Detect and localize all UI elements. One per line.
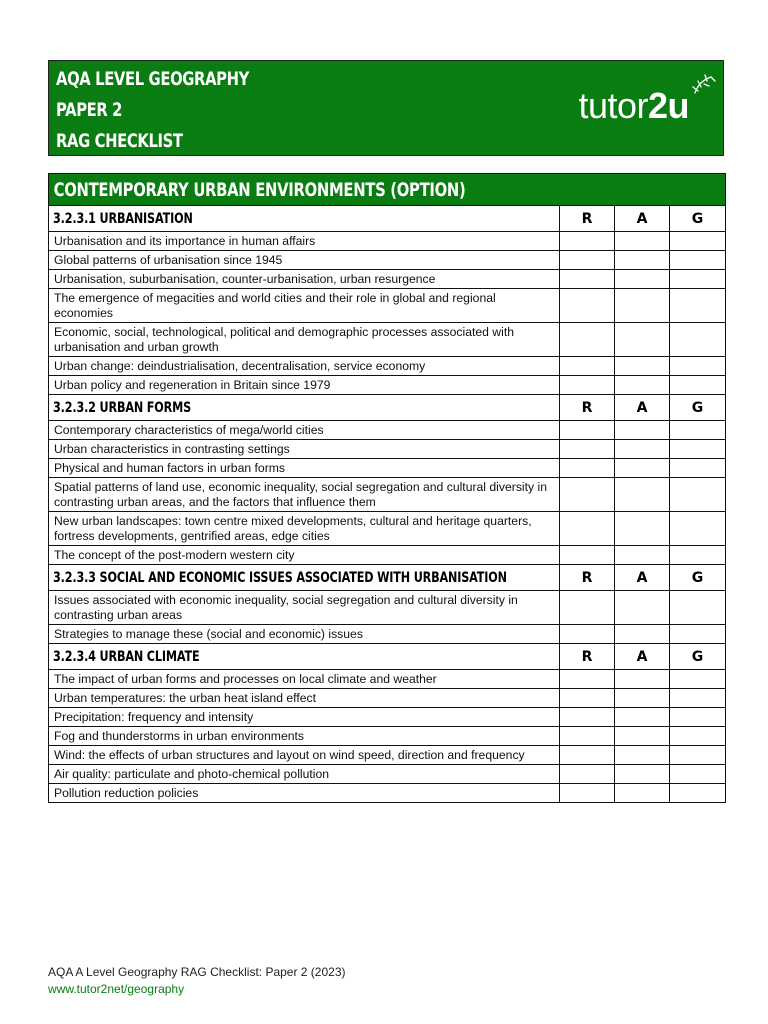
rag-cell-green[interactable] <box>670 251 726 270</box>
section-header-row <box>49 565 726 591</box>
topic-item: Fog and thunderstorms in urban environments <box>49 727 560 746</box>
topic-item: The impact of urban forms and processes on local climate and weather <box>49 670 560 689</box>
topic-item: Air quality: particulate and photo-chemical pollution <box>49 765 560 784</box>
rag-cell-green[interactable] <box>670 376 726 395</box>
rag-cell-amber[interactable] <box>615 512 670 546</box>
rag-cell-amber[interactable] <box>615 746 670 765</box>
logo-text-prefix: tutor <box>578 85 648 126</box>
footer-caption: AQA A Level Geography RAG Checklist: Paper 2 (2023) <box>48 965 346 979</box>
rag-cell-amber[interactable] <box>615 727 670 746</box>
rag-cell-amber[interactable] <box>615 323 670 357</box>
tutor2u-logo <box>578 85 689 127</box>
table-row <box>49 478 726 512</box>
topic-item: Urban characteristics in contrasting settings <box>49 440 560 459</box>
rag-cell-green[interactable] <box>670 591 726 625</box>
section-title-text: 3.2.3.1 URBANISATION <box>53 210 193 227</box>
topic-item: Economic, social, technological, political and demographic processes associated with urbanisation and urban growth <box>49 323 560 357</box>
rag-cell-red[interactable] <box>560 440 615 459</box>
rag-cell-green[interactable] <box>670 232 726 251</box>
section-header-row <box>49 644 726 670</box>
footer-link[interactable]: www.tutor2net/geography <box>48 982 185 996</box>
topic-item: Physical and human factors in urban forms <box>49 459 560 478</box>
rag-cell-green[interactable] <box>670 546 726 565</box>
table-row <box>49 689 726 708</box>
rag-cell-amber[interactable] <box>615 289 670 323</box>
document-header <box>48 60 724 156</box>
rag-cell-red[interactable] <box>560 546 615 565</box>
rag-cell-green[interactable] <box>670 440 726 459</box>
table-row <box>49 376 726 395</box>
table-title <box>49 174 726 206</box>
header-title-block <box>56 64 303 157</box>
rag-cell-red[interactable] <box>560 689 615 708</box>
table-row <box>49 440 726 459</box>
table-row <box>49 746 726 765</box>
topic-item: Urban policy and regeneration in Britain since 1979 <box>49 376 560 395</box>
topic-item: Precipitation: frequency and intensity <box>49 708 560 727</box>
section-title <box>49 395 560 421</box>
table-row <box>49 512 726 546</box>
rag-cell-red[interactable] <box>560 670 615 689</box>
table-title-text: CONTEMPORARY URBAN ENVIRONMENTS (OPTION) <box>53 178 466 201</box>
rag-cell-green[interactable] <box>670 478 726 512</box>
section-title-text: 3.2.3.3 SOCIAL AND ECONOMIC ISSUES ASSOCIATED WITH URBANISATION <box>53 569 507 586</box>
table-title-row <box>49 174 726 206</box>
rag-cell-green[interactable] <box>670 512 726 546</box>
rag-cell-green[interactable] <box>670 765 726 784</box>
rag-cell-red[interactable] <box>560 512 615 546</box>
rag-cell-red[interactable] <box>560 376 615 395</box>
rag-cell-red[interactable] <box>560 357 615 376</box>
rag-header-green: G <box>670 565 726 591</box>
table-row <box>49 625 726 644</box>
rag-header-green: G <box>670 644 726 670</box>
logo-text-bold: 2u <box>647 85 689 126</box>
rag-cell-amber[interactable] <box>615 765 670 784</box>
table-row <box>49 670 726 689</box>
header-title-line-3: RAG CHECKLIST <box>56 130 183 152</box>
table-row <box>49 232 726 251</box>
rag-cell-green[interactable] <box>670 689 726 708</box>
rag-cell-red[interactable] <box>560 746 615 765</box>
section-title-text: 3.2.3.2 URBAN FORMS <box>53 399 191 416</box>
rag-header-red: R <box>560 395 615 421</box>
rag-cell-amber[interactable] <box>615 251 670 270</box>
rag-header-amber: A <box>615 395 670 421</box>
rag-header-green: G <box>670 206 726 232</box>
rag-cell-red[interactable] <box>560 323 615 357</box>
rag-cell-green[interactable] <box>670 357 726 376</box>
topic-item: Spatial patterns of land use, economic inequality, social segregation and cultural diversity in contrasting urban areas, and the factors that influence them <box>49 478 560 512</box>
rag-cell-red[interactable] <box>560 421 615 440</box>
table-row <box>49 591 726 625</box>
rag-cell-red[interactable] <box>560 270 615 289</box>
rag-cell-red[interactable] <box>560 765 615 784</box>
rag-cell-amber[interactable] <box>615 459 670 478</box>
rag-header-green: G <box>670 395 726 421</box>
topic-item: Global patterns of urbanisation since 1945 <box>49 251 560 270</box>
section-header-row <box>49 206 726 232</box>
topic-item: Urban change: deindustrialisation, decentralisation, service economy <box>49 357 560 376</box>
table-row <box>49 323 726 357</box>
rag-cell-green[interactable] <box>670 727 726 746</box>
rag-cell-green[interactable] <box>670 746 726 765</box>
rag-cell-green[interactable] <box>670 421 726 440</box>
rag-cell-red[interactable] <box>560 289 615 323</box>
topic-item: Urbanisation and its importance in human affairs <box>49 232 560 251</box>
table-row <box>49 784 726 803</box>
rag-cell-green[interactable] <box>670 784 726 803</box>
rag-cell-green[interactable] <box>670 670 726 689</box>
topic-item: Issues associated with economic inequality, social segregation and cultural diversity in contrasting urban areas <box>49 591 560 625</box>
rag-header-red: R <box>560 206 615 232</box>
rag-cell-amber[interactable] <box>615 376 670 395</box>
section-title <box>49 644 560 670</box>
rag-cell-amber[interactable] <box>615 546 670 565</box>
rag-cell-amber[interactable] <box>615 478 670 512</box>
rag-cell-green[interactable] <box>670 459 726 478</box>
rag-cell-red[interactable] <box>560 591 615 625</box>
topic-item: Contemporary characteristics of mega/world cities <box>49 421 560 440</box>
rag-cell-green[interactable] <box>670 323 726 357</box>
rag-cell-amber[interactable] <box>615 670 670 689</box>
section-title-text: 3.2.3.4 URBAN CLIMATE <box>53 648 200 665</box>
rag-checklist-table <box>48 173 726 803</box>
topic-item: Strategies to manage these (social and economic) issues <box>49 625 560 644</box>
rag-cell-amber[interactable] <box>615 625 670 644</box>
table-row <box>49 459 726 478</box>
rag-cell-amber[interactable] <box>615 689 670 708</box>
topic-item: Pollution reduction policies <box>49 784 560 803</box>
rag-cell-green[interactable] <box>670 270 726 289</box>
topic-item: Wind: the effects of urban structures and layout on wind speed, direction and frequency <box>49 746 560 765</box>
section-header-row <box>49 395 726 421</box>
rag-cell-green[interactable] <box>670 625 726 644</box>
table-row <box>49 421 726 440</box>
rag-cell-amber[interactable] <box>615 440 670 459</box>
rag-cell-amber[interactable] <box>615 421 670 440</box>
table-row <box>49 357 726 376</box>
rag-cell-red[interactable] <box>560 459 615 478</box>
rag-header-red: R <box>560 644 615 670</box>
topic-item: Urbanisation, suburbanisation, counter-urbanisation, urban resurgence <box>49 270 560 289</box>
rag-cell-red[interactable] <box>560 708 615 727</box>
rag-cell-amber[interactable] <box>615 357 670 376</box>
rag-cell-red[interactable] <box>560 727 615 746</box>
topic-item: New urban landscapes: town centre mixed developments, cultural and heritage quarters, fortress developments, gentrified areas, edge cities <box>49 512 560 546</box>
rag-cell-amber[interactable] <box>615 784 670 803</box>
rag-cell-amber[interactable] <box>615 270 670 289</box>
table-row <box>49 270 726 289</box>
rag-cell-amber[interactable] <box>615 708 670 727</box>
rag-header-red: R <box>560 565 615 591</box>
rag-cell-amber[interactable] <box>615 591 670 625</box>
topic-item: Urban temperatures: the urban heat island effect <box>49 689 560 708</box>
rag-header-amber: A <box>615 565 670 591</box>
leaf-spark-icon <box>689 73 717 99</box>
header-title-line-1: AQA LEVEL GEOGRAPHY <box>56 68 249 90</box>
table-row <box>49 289 726 323</box>
table-row <box>49 546 726 565</box>
section-title <box>49 206 560 232</box>
table-row <box>49 765 726 784</box>
rag-cell-red[interactable] <box>560 625 615 644</box>
rag-cell-red[interactable] <box>560 251 615 270</box>
table-row <box>49 251 726 270</box>
rag-header-amber: A <box>615 206 670 232</box>
rag-header-amber: A <box>615 644 670 670</box>
table-row <box>49 727 726 746</box>
section-title <box>49 565 560 591</box>
topic-item: The concept of the post-modern western city <box>49 546 560 565</box>
rag-cell-red[interactable] <box>560 478 615 512</box>
rag-cell-green[interactable] <box>670 289 726 323</box>
rag-cell-green[interactable] <box>670 708 726 727</box>
rag-cell-red[interactable] <box>560 784 615 803</box>
rag-cell-red[interactable] <box>560 232 615 251</box>
header-title-line-2: PAPER 2 <box>56 99 123 121</box>
topic-item: The emergence of megacities and world cities and their role in global and regional economies <box>49 289 560 323</box>
rag-cell-amber[interactable] <box>615 232 670 251</box>
table-row <box>49 708 726 727</box>
